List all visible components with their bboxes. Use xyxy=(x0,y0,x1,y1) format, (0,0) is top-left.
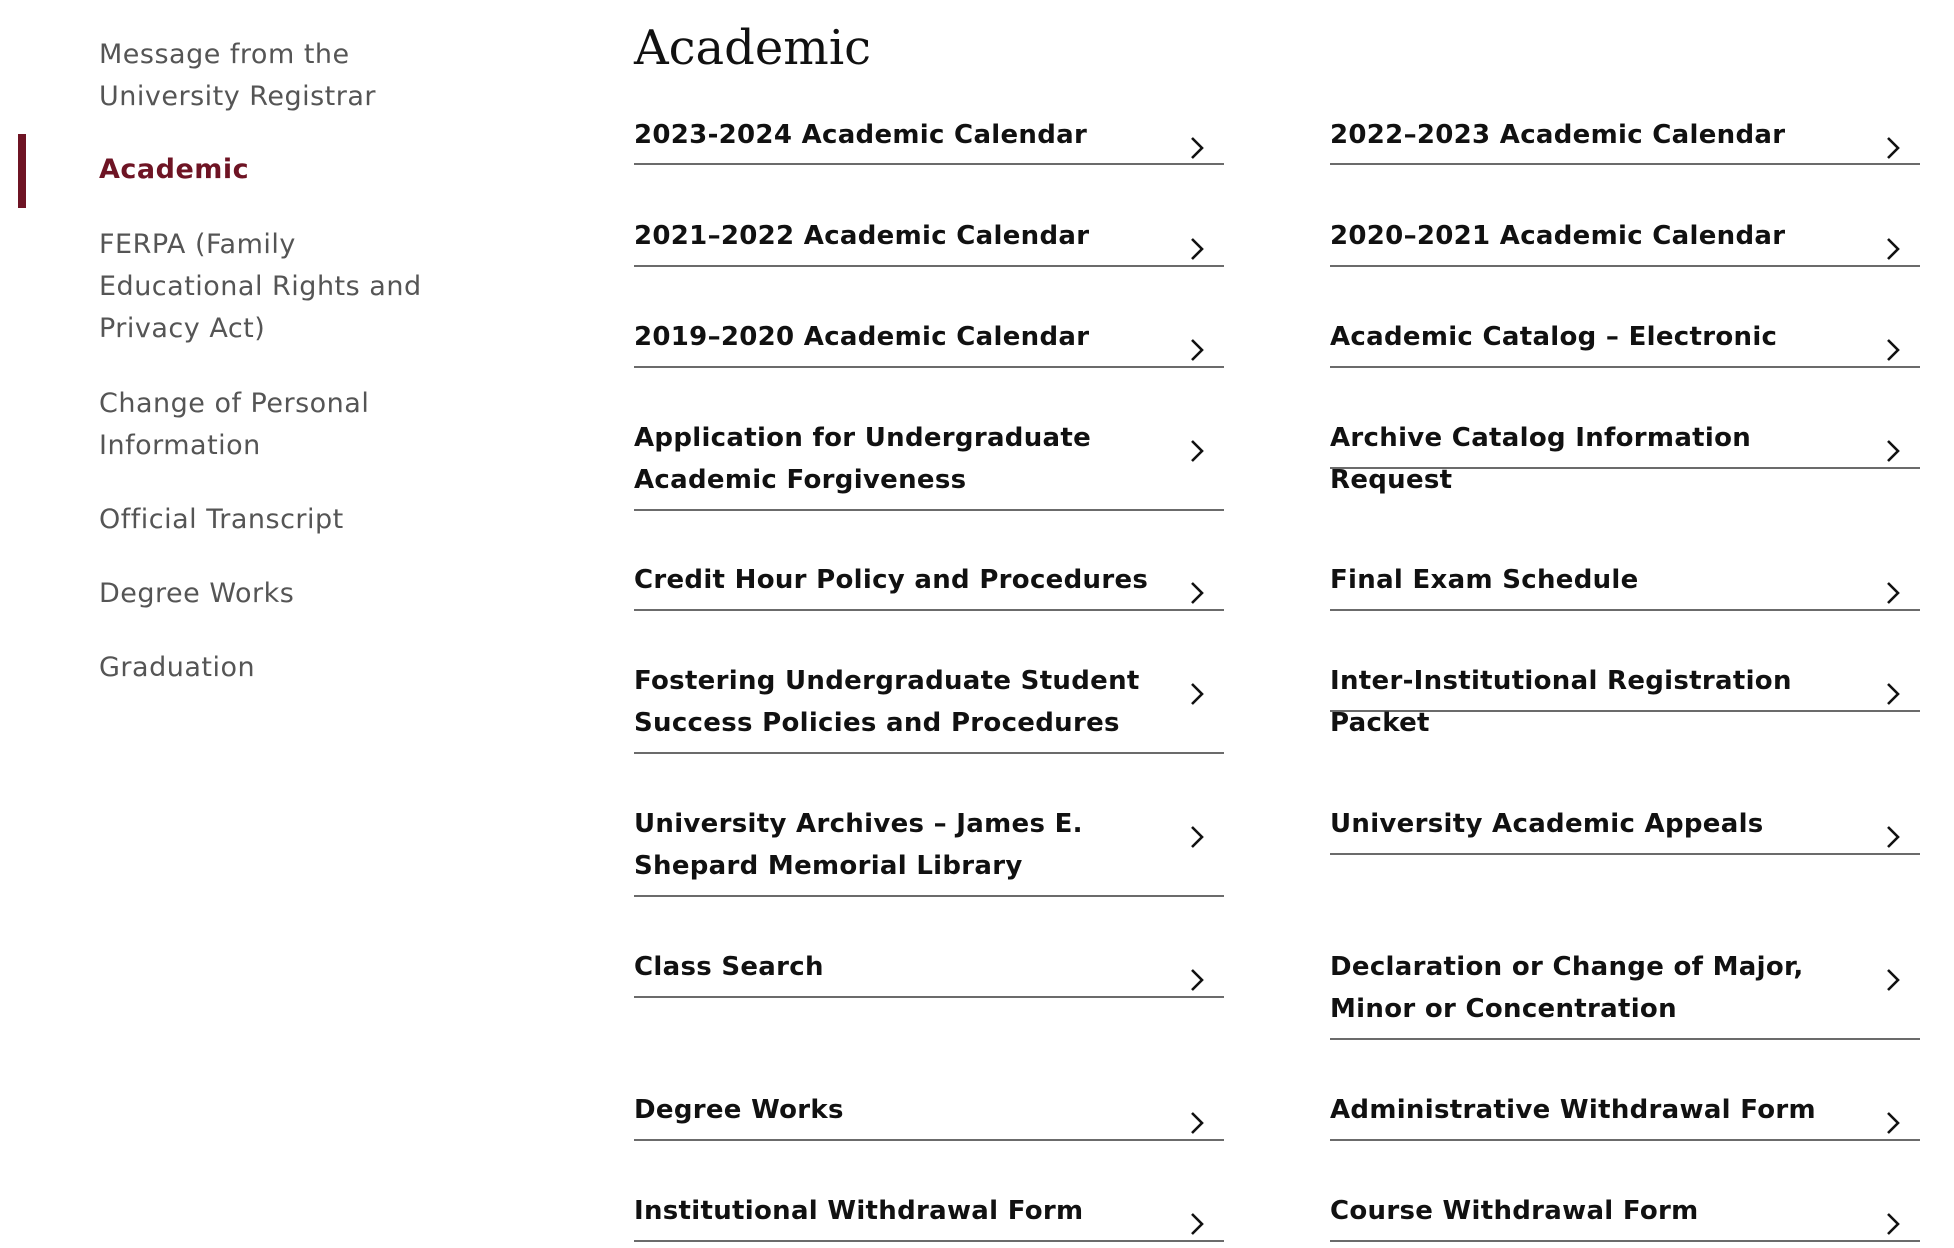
chevron-right-icon xyxy=(1886,682,1900,706)
link-archive-catalog-information-request[interactable] xyxy=(1330,401,1920,495)
link-2022-2023-academic-calendar[interactable] xyxy=(1330,98,1920,165)
link-declaration-change-of-major[interactable] xyxy=(1330,930,1920,1040)
link-label: Archive Catalog Information Request xyxy=(1330,423,1752,495)
link-label: Fostering Undergraduate Student Success Policies and Procedures xyxy=(634,666,1140,738)
chevron-right-icon xyxy=(1190,1111,1204,1135)
link-course-withdrawal-form[interactable] xyxy=(1330,1174,1920,1242)
link-label: 2022–2023 Academic Calendar xyxy=(1330,120,1786,150)
link-label: Class Search xyxy=(634,952,824,982)
sidebar-item-graduation[interactable]: Graduation xyxy=(99,652,256,683)
link-label: Institutional Withdrawal Form xyxy=(634,1196,1084,1226)
link-2023-2024-academic-calendar[interactable] xyxy=(634,98,1224,165)
link-label: Academic Catalog – Electronic xyxy=(1330,322,1778,352)
active-indicator xyxy=(18,134,26,208)
chevron-right-icon xyxy=(1886,825,1900,849)
chevron-right-icon xyxy=(1190,338,1204,362)
sidebar-item-message-from-registrar[interactable]: Message from the University Registrar xyxy=(99,39,376,112)
chevron-right-icon xyxy=(1886,1212,1900,1236)
link-2019-2020-academic-calendar[interactable] xyxy=(634,300,1224,368)
link-final-exam-schedule[interactable] xyxy=(1330,543,1920,611)
link-label: Application for Undergraduate Academic Forgiveness xyxy=(634,423,1092,495)
link-institutional-withdrawal-form[interactable] xyxy=(634,1174,1224,1242)
chevron-right-icon xyxy=(1190,581,1204,605)
chevron-right-icon xyxy=(1190,825,1204,849)
sidebar-item-academic[interactable]: Academic xyxy=(99,154,250,185)
chevron-right-icon xyxy=(1886,338,1900,362)
link-label: Inter-Institutional Registration Packet xyxy=(1330,666,1792,738)
chevron-right-icon xyxy=(1190,237,1204,261)
chevron-right-icon xyxy=(1886,1111,1900,1135)
link-administrative-withdrawal-form[interactable] xyxy=(1330,1073,1920,1141)
chevron-right-icon xyxy=(1190,968,1204,992)
sidebar-item-degree-works[interactable]: Degree Works xyxy=(99,578,295,609)
link-inter-institutional-registration[interactable] xyxy=(1330,644,1920,738)
chevron-right-icon xyxy=(1190,682,1204,706)
sidebar-item-ferpa[interactable]: FERPA (Family Educational Rights and Privacy Act) xyxy=(99,229,422,344)
page-title: Academic xyxy=(634,20,872,76)
chevron-right-icon xyxy=(1190,1212,1204,1236)
link-label: Credit Hour Policy and Procedures xyxy=(634,565,1149,595)
link-label: University Archives – James E. Shepard Memorial Library xyxy=(634,809,1083,881)
link-label: Degree Works xyxy=(634,1095,844,1125)
link-label: 2021–2022 Academic Calendar xyxy=(634,221,1090,251)
link-label: 2020–2021 Academic Calendar xyxy=(1330,221,1786,251)
sidebar-item-official-transcript[interactable]: Official Transcript xyxy=(99,504,344,535)
chevron-right-icon xyxy=(1886,136,1900,160)
link-academic-forgiveness-application[interactable] xyxy=(634,401,1224,511)
link-label: 2023-2024 Academic Calendar xyxy=(634,120,1088,150)
chevron-right-icon xyxy=(1886,439,1900,463)
link-fostering-undergraduate-success[interactable] xyxy=(634,644,1224,754)
chevron-right-icon xyxy=(1886,968,1900,992)
link-university-archives-shepard-library[interactable] xyxy=(634,787,1224,897)
link-degree-works[interactable] xyxy=(634,1073,1224,1141)
link-2020-2021-academic-calendar[interactable] xyxy=(1330,199,1920,267)
chevron-right-icon xyxy=(1886,581,1900,605)
link-label: Course Withdrawal Form xyxy=(1330,1196,1699,1226)
chevron-right-icon xyxy=(1886,237,1900,261)
link-2021-2022-academic-calendar[interactable] xyxy=(634,199,1224,267)
link-academic-catalog-electronic[interactable] xyxy=(1330,300,1920,368)
link-label: Final Exam Schedule xyxy=(1330,565,1639,595)
link-label: Declaration or Change of Major, Minor or Concentration xyxy=(1330,952,1804,1024)
link-university-academic-appeals[interactable] xyxy=(1330,787,1920,855)
sidebar-item-change-of-personal-information[interactable]: Change of Personal Information xyxy=(99,388,370,461)
chevron-right-icon xyxy=(1190,439,1204,463)
link-label: 2019–2020 Academic Calendar xyxy=(634,322,1090,352)
link-label: University Academic Appeals xyxy=(1330,809,1764,839)
link-label: Administrative Withdrawal Form xyxy=(1330,1095,1816,1125)
chevron-right-icon xyxy=(1190,136,1204,160)
link-credit-hour-policy[interactable] xyxy=(634,543,1224,611)
link-class-search[interactable] xyxy=(634,930,1224,998)
